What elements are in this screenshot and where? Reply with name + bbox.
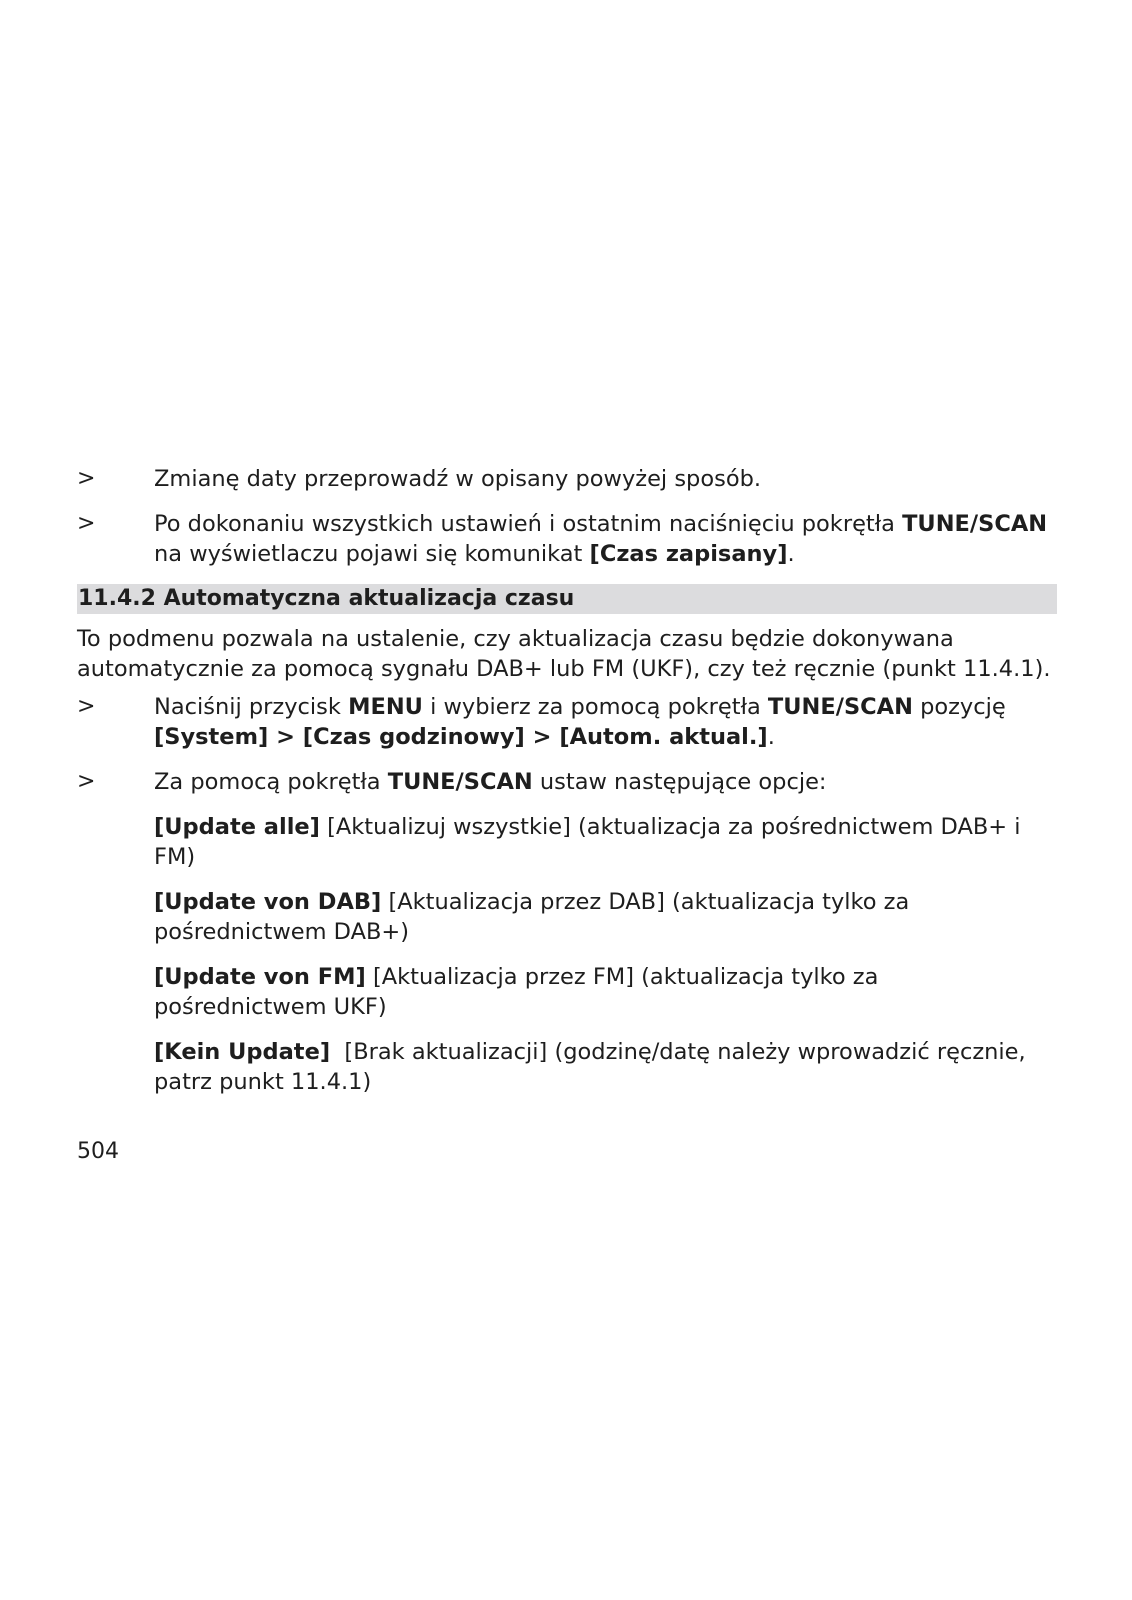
intro-paragraph: To podmenu pozwala na ustalenie, czy aktualizacja czasu będzie dokonywana automatycznie za pomocą sygnału DAB+ lub FM (UKF), czy też ręcznie (punkt 11.4.1). [77, 626, 1051, 682]
bold-term: [Czas zapisany] [589, 541, 788, 567]
page-number: 504 [77, 1139, 119, 1164]
option-item [77, 887, 1057, 947]
option-key: [Update alle] [154, 814, 320, 840]
bullet-marker: > [77, 694, 96, 719]
text-segment: Zmianę daty przeprowadź w opisany powyżej sposób. [154, 466, 762, 492]
text-segment: Naciśnij przycisk [154, 694, 349, 720]
text-segment: ustaw następujące opcje: [532, 769, 827, 795]
option-description: [Aktualizacja przez DAB] (aktualizacja tylko za pośrednictwem DAB+) [154, 889, 910, 945]
option-item [77, 812, 1057, 872]
bullet-item [77, 464, 1057, 494]
text-segment: pozycję [912, 694, 1006, 720]
bullet-marker: > [77, 511, 96, 536]
option-key: [Kein Update] [154, 1039, 331, 1065]
option-key: [Update von FM] [154, 964, 366, 990]
bullet-item [77, 767, 1057, 797]
bold-term: TUNE/SCAN [902, 511, 1048, 537]
bold-term: [System] > [Czas godzinowy] > [Autom. aktual.] [154, 724, 768, 750]
text-segment: i wybierz za pomocą pokrętła [422, 694, 768, 720]
section-heading: 11.4.2 Automatyczna aktualizacja czasu [77, 584, 1057, 614]
option-description: [Aktualizuj wszystkie] (aktualizacja za pośrednictwem DAB+ i FM) [154, 814, 1021, 870]
document-body [77, 464, 1057, 1112]
bullet-marker: > [77, 769, 96, 794]
option-item [77, 1037, 1057, 1097]
bullet-item [77, 692, 1057, 752]
bold-term: TUNE/SCAN [767, 694, 913, 720]
bullet-item [77, 509, 1057, 569]
bullet-marker: > [77, 466, 96, 491]
option-key: [Update von DAB] [154, 889, 382, 915]
bold-term: MENU [348, 694, 423, 720]
option-item [77, 962, 1057, 1022]
option-description: [Brak aktualizacji] (godzinę/datę należy wprowadzić ręcznie, patrz punkt 11.4.1) [154, 1039, 1033, 1095]
text-segment: . [767, 724, 775, 750]
bold-term: TUNE/SCAN [387, 769, 533, 795]
text-segment: . [787, 541, 795, 567]
text-segment: Za pomocą pokrętła [154, 769, 388, 795]
text-segment: na wyświetlaczu pojawi się komunikat [154, 541, 590, 567]
option-description: [Aktualizacja przez FM] (aktualizacja tylko za pośrednictwem UKF) [154, 964, 879, 1020]
text-segment: Po dokonaniu wszystkich ustawień i ostatnim naciśnięciu pokrętła [154, 511, 903, 537]
